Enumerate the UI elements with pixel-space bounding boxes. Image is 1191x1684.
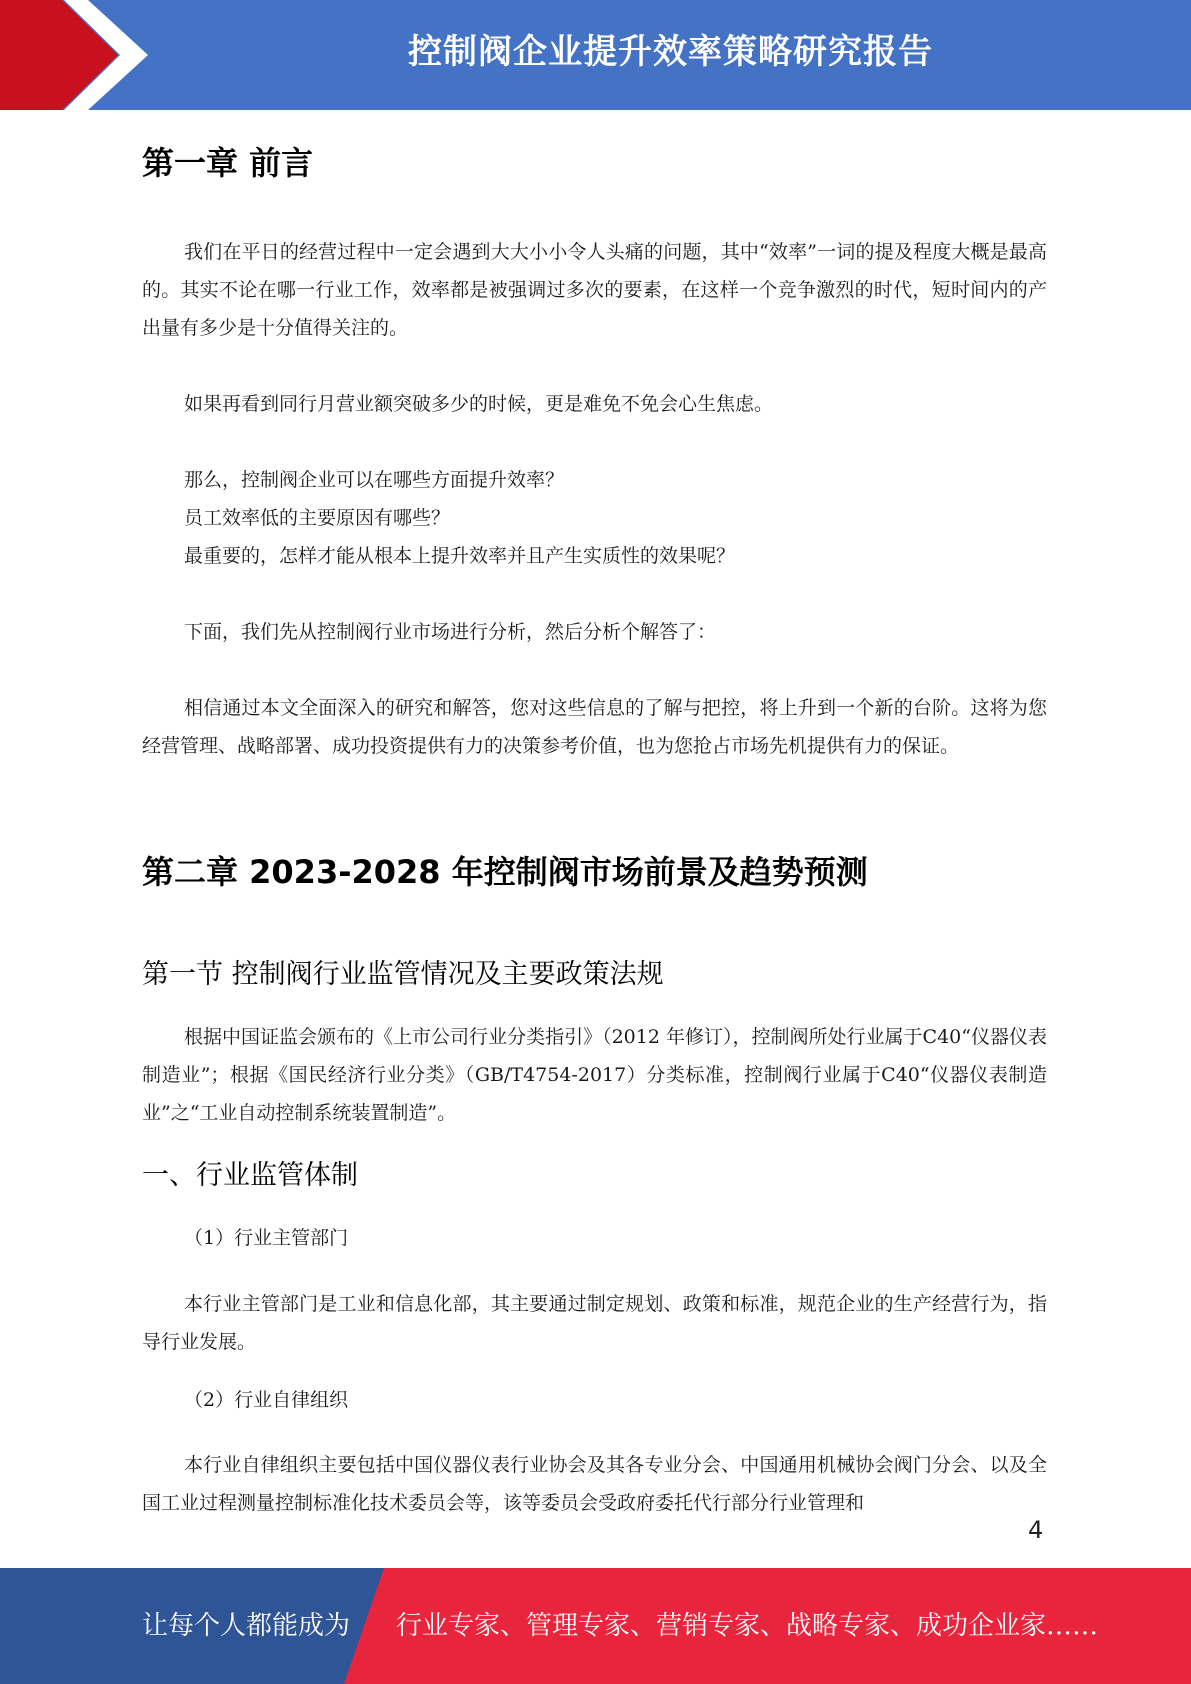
item-2-text: 本行业自律组织主要包括中国仪器仪表行业协会及其各专业分会、中国通用机械协会阀门分会、以及全国工业过程测量控制标准化技术委员会等，该等委员会受政府委托代行部分行业管理和 (142, 1454, 1047, 1514)
chapter-2-title: 第二章 2023-2028 年控制阀市场前景及趋势预测 (142, 853, 868, 891)
chapter-1-paragraph-last: 相信通过本文全面深入的研究和解答，您对这些信息的了解与把控，将上升到一个新的台阶。这将为您经营管理、战略部署、成功投资提供有力的决策参考价值，也为您抢占市场先机提供有力的保证。 (142, 697, 1047, 757)
page-number: 4 (1028, 1516, 1044, 1544)
question-1: 那么，控制阀企业可以在哪些方面提升效率？ (184, 469, 565, 491)
item-1-label: （1）行业主管部门 (184, 1227, 349, 1249)
chapter-1-paragraph-2: 如果再看到同行月营业额突破多少的时候，更是难免不免会心生焦虑。 (184, 393, 774, 415)
footer-banner (0, 1568, 1191, 1684)
footer-slogan-left: 让每个人都能成为 (142, 1611, 351, 1641)
footer-slogan-right: 行业专家、管理专家、营销专家、战略专家、成功企业家…… (396, 1611, 1099, 1641)
item-1-text: 本行业主管部门是工业和信息化部，其主要通过制定规划、政策和标准，规范企业的生产经营行为，指导行业发展。 (142, 1293, 1047, 1353)
chapter-1-paragraph-next: 下面，我们先从控制阀行业市场进行分析，然后分析个解答了： (184, 621, 717, 643)
report-title: 控制阀企业提升效率策略研究报告 (408, 32, 933, 72)
item-2-label: （2）行业自律组织 (184, 1389, 349, 1411)
section-1-paragraph: 根据中国证监会颁布的《上市公司行业分类指引》（2012 年修订），控制阀所处行业属于C40“仪器仪表制造业”；根据《国民经济行业分类》（GB/T4754-2017）分类标准，控制阀行业属于C40“仪器仪表制造业”之“工业自动控制系统装置制造”。 (142, 1026, 1047, 1124)
chapter-1-paragraph-1: 我们在平日的经营过程中一定会遇到大大小小令人头痛的问题，其中“效率”一词的提及程度大概是最高的。其实不论在哪一行业工作，效率都是被强调过多次的要素，在这样一个竞争激烈的时代，短时间内的产出量有多少是十分值得关注的。 (142, 241, 1047, 339)
subsection-1-title: 一、行业监管体制 (142, 1160, 358, 1191)
header-banner (0, 0, 1191, 110)
chapter-1-title: 第一章 前言 (142, 144, 314, 182)
section-1-title: 第一节 控制阀行业监管情况及主要政策法规 (142, 959, 664, 990)
question-2: 员工效率低的主要原因有哪些？ (184, 507, 451, 529)
question-3: 最重要的，怎样才能从根本上提升效率并且产生实质性的效果呢？ (184, 545, 736, 567)
